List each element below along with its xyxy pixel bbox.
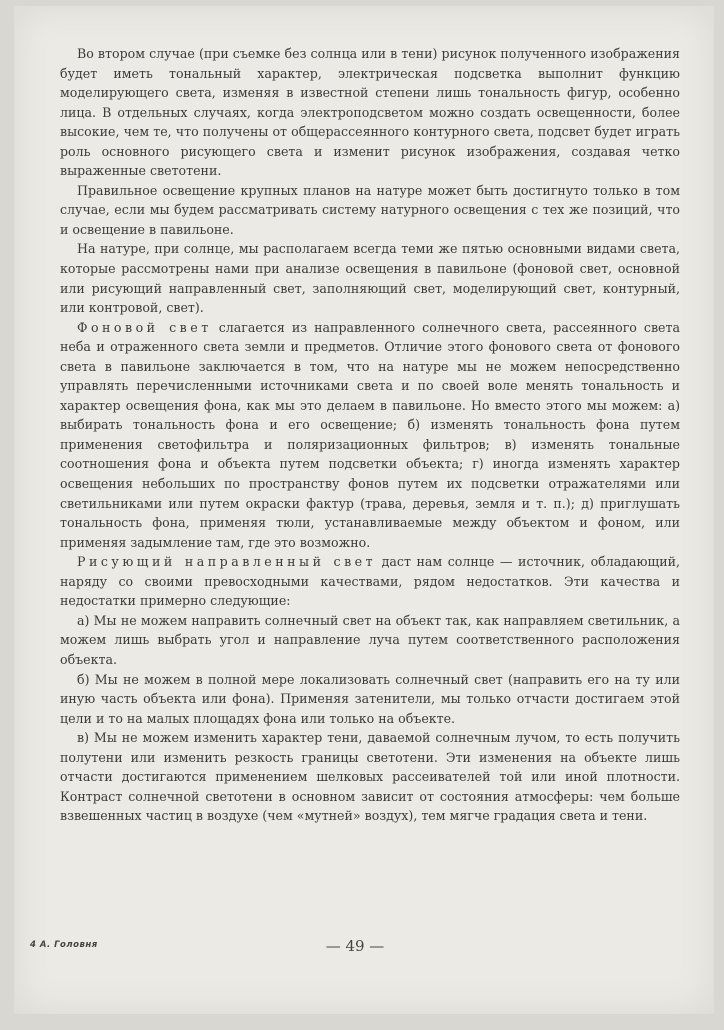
- paragraph: [60, 318, 680, 553]
- paragraph-text: Во втором случае (при съемке без солнца или в тени) рисунок полученного изображения будет иметь тональный характер, электрическая подсветка выполнит функцию моделирующего света, изменяя в известной степени лишь тональность фигур, особенно лица. В отдельных случаях, когда электроподсветом можно создать освещенности, более высокие, чем те, что получены от общерассеянного контурного света, подсвет будет играть роль основного рисующего света и изменит рисунок изображения, создавая четко выраженные светотени.: [60, 46, 680, 179]
- paragraph-text: б) Мы не можем в полной мере локализовать солнечный свет (направить его на ту или иную часть объекта или фона). Применяя затенители, мы только отчасти достигаем этой цели и то на малых площадях фона или только на объекте.: [60, 671, 680, 726]
- paragraph: [60, 611, 680, 670]
- paragraph: [60, 44, 680, 181]
- paragraph-text: даст нам солнце — источник, обладающий, наряду со своими превосходными качествами, рядом недостатков. Эти качества и недостатки примерно следующие:: [60, 554, 680, 609]
- paragraph-lead: Рисующий направленный свет: [77, 554, 377, 570]
- signature-mark: 4 А. Головня: [30, 940, 98, 950]
- body-text: [60, 44, 680, 826]
- paragraph-lead: Фоновой свет: [77, 319, 212, 335]
- paragraph: [60, 239, 680, 317]
- page-number: — 49 —: [325, 937, 385, 955]
- paragraph-text: Правильное освещение крупных планов на натуре может быть достигнуто только в том случае, если мы будем рассматривать систему натурного освещения с тех же позиций, что и освещение в павильоне.: [60, 182, 680, 237]
- book-page: [14, 6, 714, 1014]
- page-footer: [30, 937, 680, 960]
- paragraph: [60, 181, 680, 240]
- paragraph-text: а) Мы не можем направить солнечный свет на объект так, как направляем светильник, а можем лишь выбрать угол и направление луча путем соответственного расположения объекта.: [60, 612, 680, 667]
- paragraph: [60, 728, 680, 826]
- paragraph-text: в) Мы не можем изменить характер тени, даваемой солнечным лучом, то есть получить полутени или изменить резкость границы светотени. Эти изменения на объекте лишь отчасти достигаются применением шелковых рассеивателей той или иной плотности. Контраст солнечной светотени в основном зависит от состояния атмосферы: чем больше взвешенных частиц в воздухе (чем «мутней» воздух), тем мягче градация света и тени.: [60, 730, 680, 824]
- paragraph: [60, 552, 680, 611]
- paragraph: [60, 670, 680, 729]
- paragraph-text: На натуре, при солнце, мы располагаем всегда теми же пятью основными видами света, которые рассмотрены нами при анализе освещения в павильоне (фоновой свет, основной или рисующий направленный свет, заполняющий свет, моделирующий свет, контурный, или контровой, свет).: [60, 241, 680, 316]
- paragraph-text: слагается из направленного солнечного света, рассеянного света неба и отраженного света земли и предметов. Отличие этого фонового света от фонового света в павильоне заключается в том, что на натуре мы не можем непосредственно управлять перечисленными источниками света и по своей воле менять тональность и характер освещения фона, как мы это делаем в павильоне. Но вместо этого мы можем: а) выбирать тональность фона и его освещение; б) изменять тональность фона путем применения светофильтра и поляризационных фильтров; в) изменять тональные соотношения фона и объекта путем подсветки объекта; г) иногда изменять характер освещения небольших по пространству фонов путем их подсветки отражателями или светильниками или путем окраски фактур (трава, деревья, земля и т. п.); д) приглушать тональность фона, применяя тюли, устанавливаемые между объектом и фоном, или применяя задымление там, где это возможно.: [60, 319, 680, 550]
